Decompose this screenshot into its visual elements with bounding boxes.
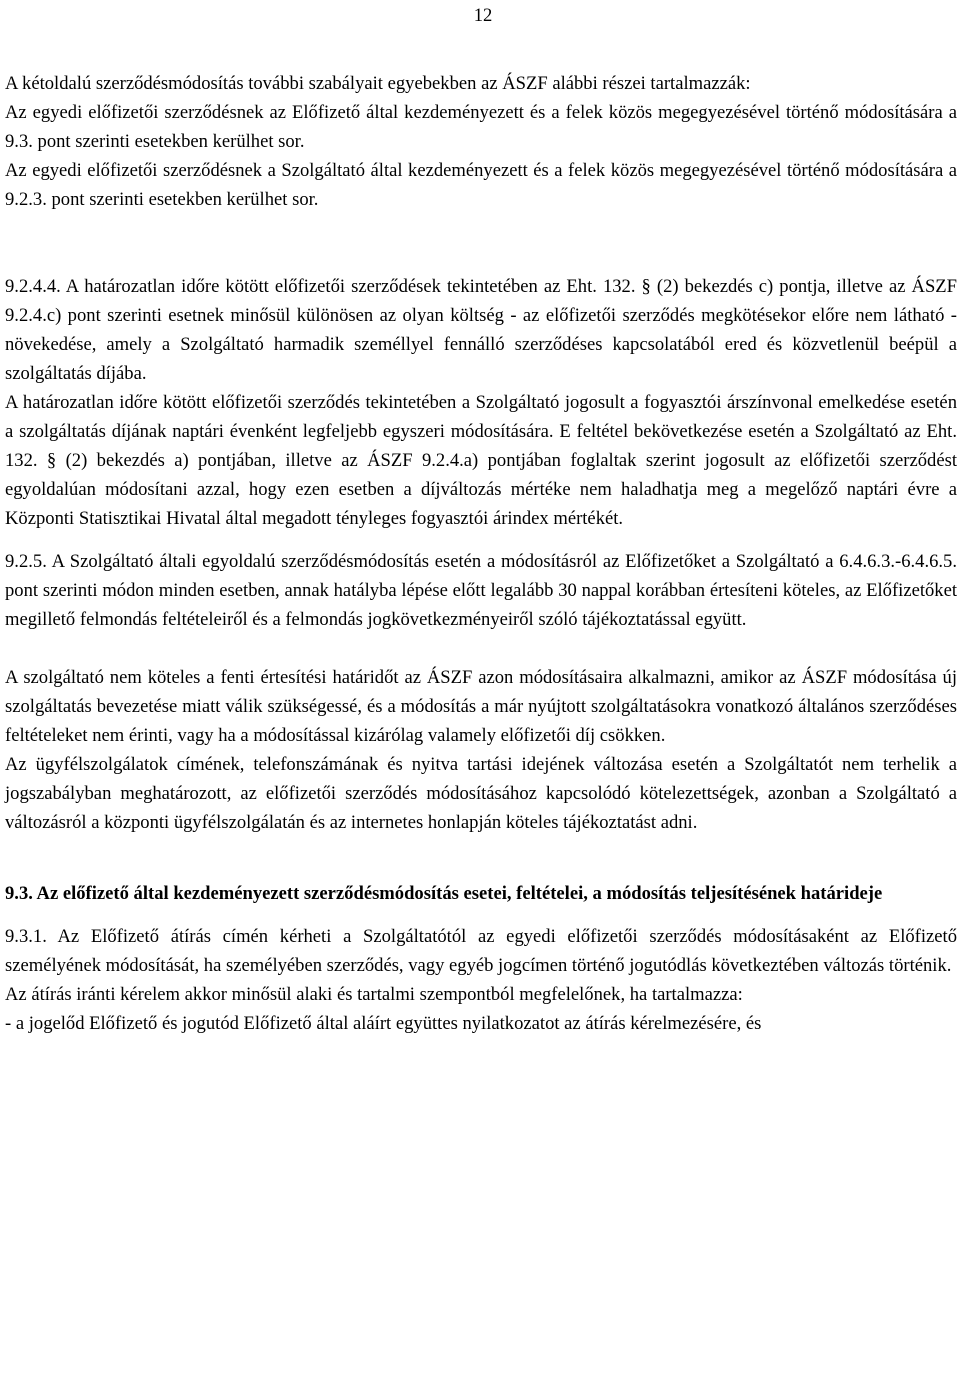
paragraph-list-item: - a jogelőd Előfizető és jogutód Előfizető által aláírt együttes nyilatkozatot az átírás kérelmezésére, és bbox=[5, 1013, 762, 1034]
section-heading-9-3: 9.3. Az előfizető által kezdeményezett szerződésmódosítás esetei, feltételei, a módosítás teljesítésének határideje bbox=[5, 883, 883, 904]
paragraph-provider-initiated: Az egyedi előfizetői szerződésnek a Szolgáltató által kezdeményezett és a felek közös megegyezésével történő módosítására a 9.2.3. pont szerinti esetekben kerülhet sor. bbox=[5, 160, 957, 210]
page-number: 12 bbox=[473, 5, 493, 26]
paragraph-9-3-1: 9.3.1. Az Előfizető átírás címén kérheti a Szolgáltatótól az egyedi előfizetői szerződés módosításaként az Előfizető személyének módosítását, ha személyében szerződés, vagy egyéb jogcímen történő jogutódlás következtében változás történik. bbox=[5, 926, 957, 976]
paragraph-notice-exception: A szolgáltató nem köteles a fenti értesítési határidőt az ÁSZF azon módosításaira alkalmazni, amikor az ÁSZF módosítása új szolgáltatás bevezetése miatt válik szükségessé, és a módosítás a már nyújtott szolgáltatásokra vonatkozó általános szerződéses feltételeket nem érinti, vagy ha a módosítással kizárólag valamely előfizetői díj csökken. bbox=[5, 667, 957, 746]
paragraph-transfer-request: Az átírás iránti kérelem akkor minősül alaki és tartalmi szempontból megfelelőnek, ha tartalmazza: bbox=[5, 984, 743, 1005]
paragraph-9-2-4-4: 9.2.4.4. A határozatlan időre kötött előfizetői szerződések tekintetében az Eht. 132. § (2) bekezdés c) pontja, illetve az ÁSZF 9.2.4.c) pont szerinti esetnek minősül különösen az olyan költség - az előfizetői szerződés megkötésekor előre nem látható - növekedése, amely a Szolgáltató harmadik személlyel fennálló szerződéses kapcsolatából ered és közvetlenül beépül a szolgáltatás díjába. bbox=[5, 276, 957, 384]
spacer bbox=[5, 908, 957, 922]
document-body bbox=[5, 69, 957, 1038]
paragraph-intro: A kétoldalú szerződésmódosítás további szabályait egyebekben az ÁSZF alábbi részei tartalmazzák: bbox=[5, 73, 751, 94]
paragraph-customer-service-change: Az ügyfélszolgálatok címének, telefonszámának és nyitva tartási idejének változása esetén a Szolgáltatót nem terhelik a jogszabályban meghatározott, az előfizetői szerződés módosításához kapcsolódó kötelezettségek, azonban a Szolgáltató a változásról a központi ügyfélszolgálatán és az internetes honlapján köteles tájékoztatást adni. bbox=[5, 754, 957, 833]
paragraph-subscriber-initiated: Az egyedi előfizetői szerződésnek az Előfizető által kezdeményezett és a felek közös megegyezésével történő módosítására a 9.3. pont szerinti esetekben kerülhet sor. bbox=[5, 102, 957, 152]
spacer bbox=[5, 214, 957, 272]
spacer bbox=[5, 837, 957, 879]
spacer bbox=[5, 533, 957, 547]
paragraph-9-2-5: 9.2.5. A Szolgáltató általi egyoldalú szerződésmódosítás esetén a módosításról az Előfizetőket a Szolgáltató a 6.4.6.3.-6.4.6.5. pont szerinti módon minden esetben, annak hatályba lépése előtt legalább 30 nappal korábban értesíteni köteles, az Előfizetőket megillető felmondás feltételeiről és a felmondás jogkövetkezményeiről szóló tájékoztatással együtt. bbox=[5, 551, 957, 630]
spacer bbox=[5, 634, 957, 663]
paragraph-price-index: A határozatlan időre kötött előfizetői szerződés tekintetében a Szolgáltató jogosult a fogyasztói árszínvonal emelkedése esetén a szolgáltatás díjának naptári évenként legfeljebb egyszeri módosítására. E feltétel bekövetkezése esetén a Szolgáltató az Eht. 132. § (2) bekezdés a) pontjában, illetve az ÁSZF 9.2.4.a) pontjában foglaltak szerint jogosult az előfizetői szerződést egyoldalúan módosítani azzal, hogy ezen esetben a díjváltozás mértéke nem haladhatja meg a megelőző naptári évre a Központi Statisztikai Hivatal által megadott tényleges fogyasztói árindex mértékét. bbox=[5, 392, 957, 529]
